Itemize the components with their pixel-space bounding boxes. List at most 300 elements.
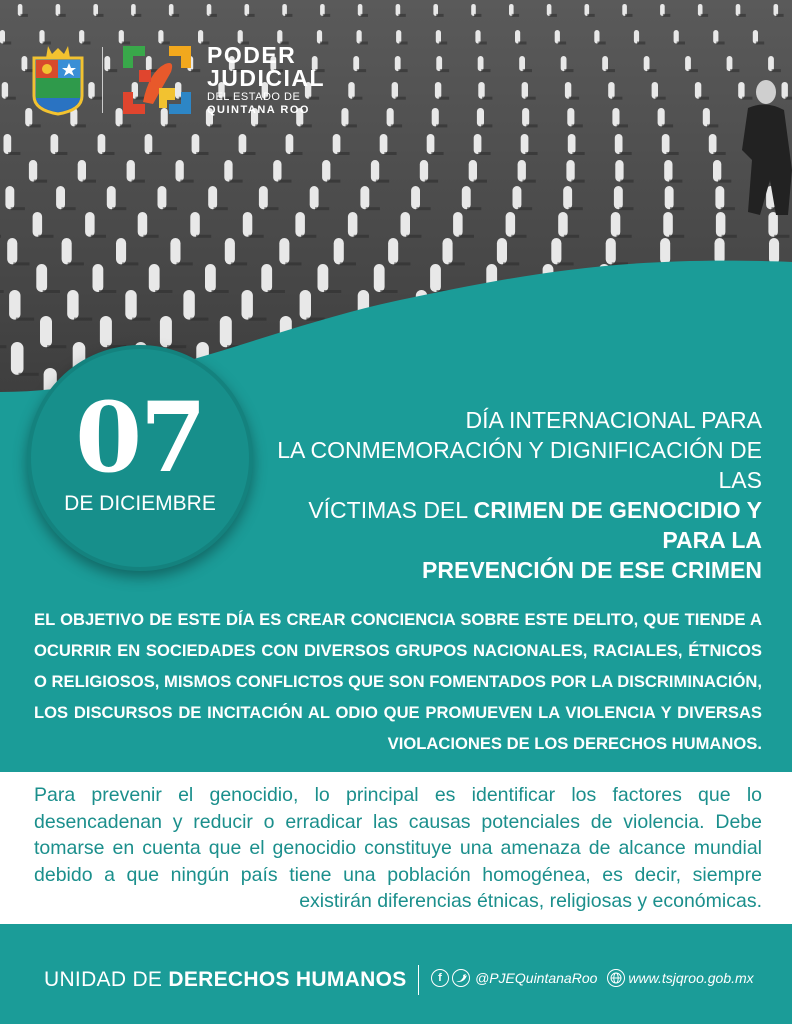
gravestone — [615, 160, 623, 182]
gravestone-shadow — [718, 180, 731, 183]
facebook-icon[interactable]: f — [431, 969, 449, 987]
gravestone — [727, 56, 733, 71]
title-line3-regular: VÍCTIMAS DEL — [308, 497, 474, 523]
gravestone — [107, 186, 116, 209]
gravestone-shadow — [96, 14, 103, 17]
gravestone-shadow — [132, 318, 150, 321]
gravestone-shadow — [55, 152, 67, 155]
gravestone-shadow — [525, 152, 537, 155]
gravestone-shadow — [3, 42, 11, 45]
gravestone-shadow — [699, 97, 709, 100]
social-handle-link[interactable]: @PJEQuintanaRoo — [475, 970, 598, 986]
gravestone-shadow — [398, 14, 405, 17]
title-line1: DÍA INTERNACIONAL PARA — [465, 407, 762, 433]
gravestone — [396, 30, 401, 44]
gravestone — [768, 56, 774, 71]
gravestone — [220, 316, 232, 347]
gravestone — [348, 212, 358, 237]
twitter-icon[interactable] — [452, 969, 470, 987]
logo-title-line2: JUDICIAL — [207, 65, 326, 91]
gravestone — [674, 30, 679, 44]
gravestone-shadow — [572, 152, 584, 155]
gravestone — [665, 186, 674, 209]
gravestone-shadow — [526, 124, 537, 127]
gravestone-shadow — [366, 207, 380, 210]
gravestone-shadow — [278, 180, 291, 183]
gravestone-shadow — [172, 14, 179, 17]
gravestone-shadow — [180, 180, 193, 183]
gravestone-shadow — [474, 180, 487, 183]
gravestone-shadow — [701, 14, 708, 17]
gravestone — [565, 82, 571, 99]
gravestone-shadow — [670, 207, 684, 210]
gravestone — [432, 108, 439, 126]
gravestone — [22, 56, 28, 71]
gravestone-shadow — [43, 290, 60, 293]
footer-unit — [44, 968, 407, 992]
gravestone — [205, 264, 216, 292]
gravestone — [427, 134, 435, 154]
gravestone-shadow — [47, 345, 66, 348]
gravestone — [401, 212, 411, 237]
gravestone — [380, 134, 388, 154]
gravestone-shadow — [619, 207, 633, 210]
gravestone — [615, 134, 623, 154]
gravestone — [753, 30, 758, 44]
gravestone-shadow — [776, 14, 783, 17]
gravestone-shadow — [647, 69, 656, 72]
title-line4 — [262, 555, 762, 585]
gravestone — [100, 316, 112, 347]
gravestone — [4, 134, 12, 154]
gravestone — [388, 238, 398, 264]
gravestone — [522, 108, 529, 126]
gravestone — [243, 212, 253, 237]
gravestone — [7, 238, 17, 264]
gravestone-shadow — [597, 42, 605, 45]
gravestone-shadow — [214, 207, 228, 210]
gravestone-shadow — [165, 124, 176, 127]
gravestone-shadow — [716, 42, 724, 45]
gravestone-shadow — [619, 152, 631, 155]
gravestone — [716, 212, 726, 237]
footer-divider — [418, 965, 419, 995]
gravestone-shadow — [21, 14, 28, 17]
gravestone-shadow — [229, 180, 242, 183]
gravestone-shadow — [587, 14, 594, 17]
gravestone-shadow — [74, 318, 92, 321]
gravestone — [475, 30, 480, 44]
gravestone — [715, 186, 724, 209]
page-title — [262, 405, 762, 585]
gravestone — [387, 108, 394, 126]
gravestone — [768, 212, 778, 237]
gravestone — [286, 134, 294, 154]
gravestone-shadow — [0, 290, 4, 293]
gravestone-shadow — [264, 207, 278, 210]
gravestone-shadow — [255, 124, 266, 127]
gravestone-shadow — [785, 97, 792, 100]
gravestone — [93, 264, 104, 292]
gravestone-shadow — [6, 97, 16, 100]
gravestone-shadow — [268, 290, 285, 293]
gravestone-shadow — [163, 207, 177, 210]
gravestone-shadow — [738, 14, 745, 17]
gravestone-shadow — [112, 207, 126, 210]
gravestone — [158, 186, 167, 209]
gravestone-shadow — [512, 14, 519, 17]
gravestone-shadow — [425, 180, 438, 183]
gravestone-shadow — [722, 235, 737, 238]
gravestone-shadow — [620, 180, 633, 183]
gravestone-shadow — [122, 262, 138, 265]
gravestone — [521, 134, 529, 154]
prevention-paragraph: Para prevenir el genocidio, lo principal es identificar los factores que lo desencadenan y reducir o erradicar las causas potenciales de violencia. Debe tomarse en cuenta que el genocidio constituye una amenaza de alcance mundial debido a que ningún país tiene una población homogénea, es decir, siempre existirán diferencias étnicas, religiosas y económicas. — [34, 784, 762, 912]
gravestone — [239, 134, 247, 154]
footer-unit-regular: UNIDAD DE — [44, 968, 169, 991]
gravestone-shadow — [91, 235, 106, 238]
gravestone-shadow — [384, 152, 396, 155]
judicial-logo-text — [207, 44, 325, 116]
gravestone — [566, 160, 574, 182]
gravestone-shadow — [669, 180, 682, 183]
objective-paragraph: EL OBJETIVO DE ESTE DÍA ES CREAR CONCIENCIA SOBRE ESTE DELITO, QUE TIENDE A OCURRIR EN SOCIEDADES CON DIVERSOS GRUPOS NACIONALES, RACIALES, ÉTNICOS O RELIGIOSOS, MISMOS CONFLICTOS QUE SON FOMENTADOS POR LA DISCRIMINACIÓN, LOS DISCURSOS DE INCITACIÓN AL ODIO QUE PROMUEVEN LA VIOLENCIA Y DIVERSAS VIOLACIONES DE LOS DERECHOS HUMANOS. — [34, 610, 763, 753]
gravestone — [713, 30, 718, 44]
gravestone — [310, 186, 319, 209]
gravestone — [333, 134, 341, 154]
footer-unit-bold: DERECHOS HUMANOS — [168, 968, 407, 991]
gravestone — [125, 290, 136, 320]
gravestone — [658, 108, 665, 126]
gravestone-shadow — [481, 69, 490, 72]
gravestone — [224, 160, 232, 182]
gravestone-shadow — [16, 318, 34, 321]
gravestone — [713, 160, 721, 182]
gravestone-shadow — [523, 69, 532, 72]
gravestone-shadow — [569, 97, 579, 100]
judicial-logo-icon — [119, 42, 195, 118]
gravestone-shadow — [459, 235, 474, 238]
gravestone — [98, 134, 106, 154]
gravestone-shadow — [406, 235, 421, 238]
gravestone — [145, 134, 153, 154]
gravestone — [334, 238, 344, 264]
gravestone — [392, 82, 398, 99]
gravestone — [29, 160, 37, 182]
gravestone — [782, 82, 788, 99]
gravestone — [138, 212, 148, 237]
gravestone — [295, 212, 305, 237]
gravestone — [555, 30, 560, 44]
title-line4-bold: PREVENCIÓN DE ESE CRIMEN — [422, 557, 762, 583]
gravestone — [644, 56, 650, 71]
gravestone-shadow — [190, 318, 208, 321]
gravestone — [360, 186, 369, 209]
gravestone — [469, 160, 477, 182]
gravestone — [170, 238, 180, 264]
gravestone — [738, 82, 744, 99]
gravestone-shadow — [662, 124, 673, 127]
gravestone-shadow — [29, 124, 40, 127]
gravestone — [436, 56, 442, 71]
title-line3-bold: CRIMEN DE GENOCIDIO Y PARA LA — [473, 497, 762, 553]
gravestone — [2, 82, 8, 99]
gravestone-shadow — [210, 14, 217, 17]
web-globe-icon[interactable] — [607, 969, 625, 987]
logo-divider — [102, 47, 103, 113]
gravestone-shadow — [68, 262, 84, 265]
gravestone — [353, 56, 359, 71]
gravestone-shadow — [666, 152, 678, 155]
gravestone — [436, 30, 441, 44]
gravestone — [478, 56, 484, 71]
gravestone-shadow — [120, 124, 131, 127]
gravestone-shadow — [617, 235, 632, 238]
gravestone — [149, 264, 160, 292]
gravestone-shadow — [564, 69, 573, 72]
gravestone — [695, 82, 701, 99]
gravestone-shadow — [398, 69, 407, 72]
gravestone-shadow — [249, 235, 264, 238]
gravestone — [443, 238, 453, 264]
gravestone-shadow — [0, 345, 6, 348]
logo-subtitle-line1: DEL ESTADO DE — [207, 91, 301, 103]
gravestone-shadow — [361, 14, 368, 17]
gravestone-shadow — [439, 97, 449, 100]
gravestone — [568, 134, 576, 154]
gravestone-shadow — [439, 42, 447, 45]
gravestone — [183, 290, 194, 320]
gravestone-shadow — [655, 97, 665, 100]
gravestone-shadow — [730, 69, 739, 72]
gravestone — [594, 30, 599, 44]
gravestone-shadow — [436, 14, 443, 17]
gravestone-shadow — [357, 69, 366, 72]
gravestone-shadow — [625, 14, 632, 17]
gravestone-shadow — [143, 235, 158, 238]
gravestone-shadow — [612, 97, 622, 100]
gravestone-shadow — [482, 97, 492, 100]
gravestone-shadow — [391, 124, 402, 127]
gravestone — [208, 186, 217, 209]
gravestone — [602, 56, 608, 71]
gravestone — [190, 212, 200, 237]
gravestone-shadow — [0, 235, 1, 238]
gravestone-shadow — [550, 14, 557, 17]
date-day: 07 — [75, 381, 205, 494]
gravestone-shadow — [474, 14, 481, 17]
gravestone-shadow — [721, 207, 735, 210]
gravestone-shadow — [83, 180, 96, 183]
gravestone-shadow — [558, 42, 566, 45]
gravestone — [506, 212, 515, 237]
gravestone-shadow — [689, 69, 698, 72]
gravestone — [11, 342, 24, 375]
gravestone — [348, 82, 354, 99]
gravestone-shadow — [772, 69, 781, 72]
gravestone — [430, 264, 441, 292]
gravestone — [715, 238, 725, 264]
gravestone-shadow — [663, 14, 670, 17]
gravestone — [261, 264, 272, 292]
gravestone-shadow — [569, 207, 583, 210]
gravestone-shadow — [327, 180, 340, 183]
gravestone-shadow — [571, 180, 584, 183]
gravestone — [634, 30, 639, 44]
gravestone-shadow — [196, 152, 208, 155]
title-line2: LA CONMEMORACIÓN Y DIGNIFICACIÓN DE LAS — [277, 437, 762, 493]
gravestone — [522, 82, 528, 99]
gravestone — [318, 264, 329, 292]
gravestone-shadow — [518, 207, 532, 210]
gravestone-shadow — [518, 42, 526, 45]
gravestone — [567, 108, 574, 126]
gravestone — [259, 186, 268, 209]
header-logos — [30, 40, 325, 120]
footer-contacts — [431, 969, 754, 987]
gravestone — [474, 134, 482, 154]
gravestone — [341, 108, 348, 126]
gravestone — [116, 238, 126, 264]
gravestone — [192, 134, 200, 154]
gravestone — [160, 316, 172, 347]
gravestone — [33, 212, 43, 237]
gravestone-shadow — [669, 235, 684, 238]
gravestone — [664, 160, 672, 182]
gravestone-shadow — [61, 207, 75, 210]
gravestone — [662, 134, 670, 154]
date-month: DE DICIEMBRE — [64, 492, 216, 515]
gravestone-shadow — [606, 69, 615, 72]
gravestone — [435, 82, 441, 99]
gravestone-shadow — [11, 207, 25, 210]
gravestone — [420, 160, 428, 182]
gravestone — [709, 134, 717, 154]
gravestone-shadow — [99, 290, 116, 293]
gravestone — [462, 186, 471, 209]
gravestone-shadow — [380, 290, 397, 293]
gravestone-shadow — [167, 345, 186, 348]
gravestone-shadow — [301, 124, 312, 127]
logo-subtitle-line2: QUINTANA ROO — [207, 104, 310, 116]
gravestone-shadow — [523, 180, 536, 183]
gravestone-shadow — [155, 290, 172, 293]
gravestone — [273, 160, 281, 182]
gravestone — [519, 56, 525, 71]
gravestone-shadow — [34, 180, 47, 183]
gravestone-shadow — [449, 262, 465, 265]
gravestone — [9, 290, 20, 320]
gravestone — [652, 82, 658, 99]
gravestone-shadow — [713, 152, 725, 155]
gravestone — [478, 82, 484, 99]
gravestone — [558, 212, 568, 237]
gravestone — [513, 186, 522, 209]
gravestone — [300, 290, 311, 320]
gravestone-shadow — [290, 152, 302, 155]
gravestone-shadow — [323, 14, 330, 17]
gravestone-shadow — [399, 42, 407, 45]
gravestone-shadow — [75, 124, 86, 127]
gravestone — [5, 186, 14, 209]
gravestone-shadow — [196, 235, 211, 238]
gravestone — [611, 212, 621, 237]
gravestone-shadow — [511, 235, 526, 238]
gravestone — [703, 108, 710, 126]
gravestone-shadow — [479, 42, 487, 45]
gravestone — [322, 160, 330, 182]
gravestone-shadow — [248, 318, 266, 321]
gravestone-shadow — [617, 124, 628, 127]
gravestone — [127, 160, 135, 182]
gravestone-shadow — [58, 14, 65, 17]
gravestone — [769, 238, 779, 264]
gravestone — [515, 30, 520, 44]
gravestone-shadow — [38, 235, 53, 238]
gravestone — [225, 238, 235, 264]
gravestone-shadow — [8, 152, 20, 155]
gravestone-shadow — [360, 42, 368, 45]
gravestone — [608, 82, 614, 99]
gravestone-shadow — [352, 97, 362, 100]
gravestone-shadow — [637, 42, 645, 45]
gravestone — [78, 160, 86, 182]
gravestone-shadow — [557, 262, 573, 265]
gravestone-shadow — [13, 262, 29, 265]
gravestone-shadow — [340, 262, 356, 265]
gravestone — [606, 238, 616, 264]
gravestone-shadow — [467, 207, 481, 210]
title-line3 — [262, 495, 762, 555]
gravestone-shadow — [525, 97, 535, 100]
gravestone — [561, 56, 567, 71]
gravestone-shadow — [247, 14, 254, 17]
gravestone-shadow — [149, 152, 161, 155]
gravestone-shadow — [132, 180, 145, 183]
gravestone-shadow — [394, 262, 410, 265]
gravestone — [374, 264, 385, 292]
gravestone — [357, 30, 362, 44]
gravestone — [176, 160, 184, 182]
gravestone-shadow — [564, 235, 579, 238]
gravestone — [477, 108, 484, 126]
gravestone — [62, 238, 72, 264]
gravestone-shadow — [572, 124, 583, 127]
gravestone-shadow — [431, 152, 443, 155]
gravestone — [411, 186, 420, 209]
gravestone-shadow — [324, 290, 341, 293]
gravestone-shadow — [134, 14, 141, 17]
date-badge — [27, 345, 253, 571]
gravestone-shadow — [346, 124, 357, 127]
gravestone — [36, 264, 47, 292]
gravestone — [551, 238, 561, 264]
logo-title-line1: PODER — [207, 42, 297, 68]
gravestone-shadow — [354, 235, 369, 238]
gravestone-shadow — [285, 262, 301, 265]
gravestone — [51, 134, 59, 154]
gravestone-shadow — [243, 152, 255, 155]
gravestone — [371, 160, 379, 182]
state-shield-icon — [30, 44, 86, 116]
gravestone-shadow — [19, 373, 39, 376]
gravestone-shadow — [177, 262, 193, 265]
gravestone-shadow — [436, 124, 447, 127]
gravestone-shadow — [774, 235, 789, 238]
gravestone — [614, 186, 623, 209]
gravestone-shadow — [416, 207, 430, 210]
website-link[interactable]: www.tsjqroo.gob.mx — [628, 970, 754, 986]
